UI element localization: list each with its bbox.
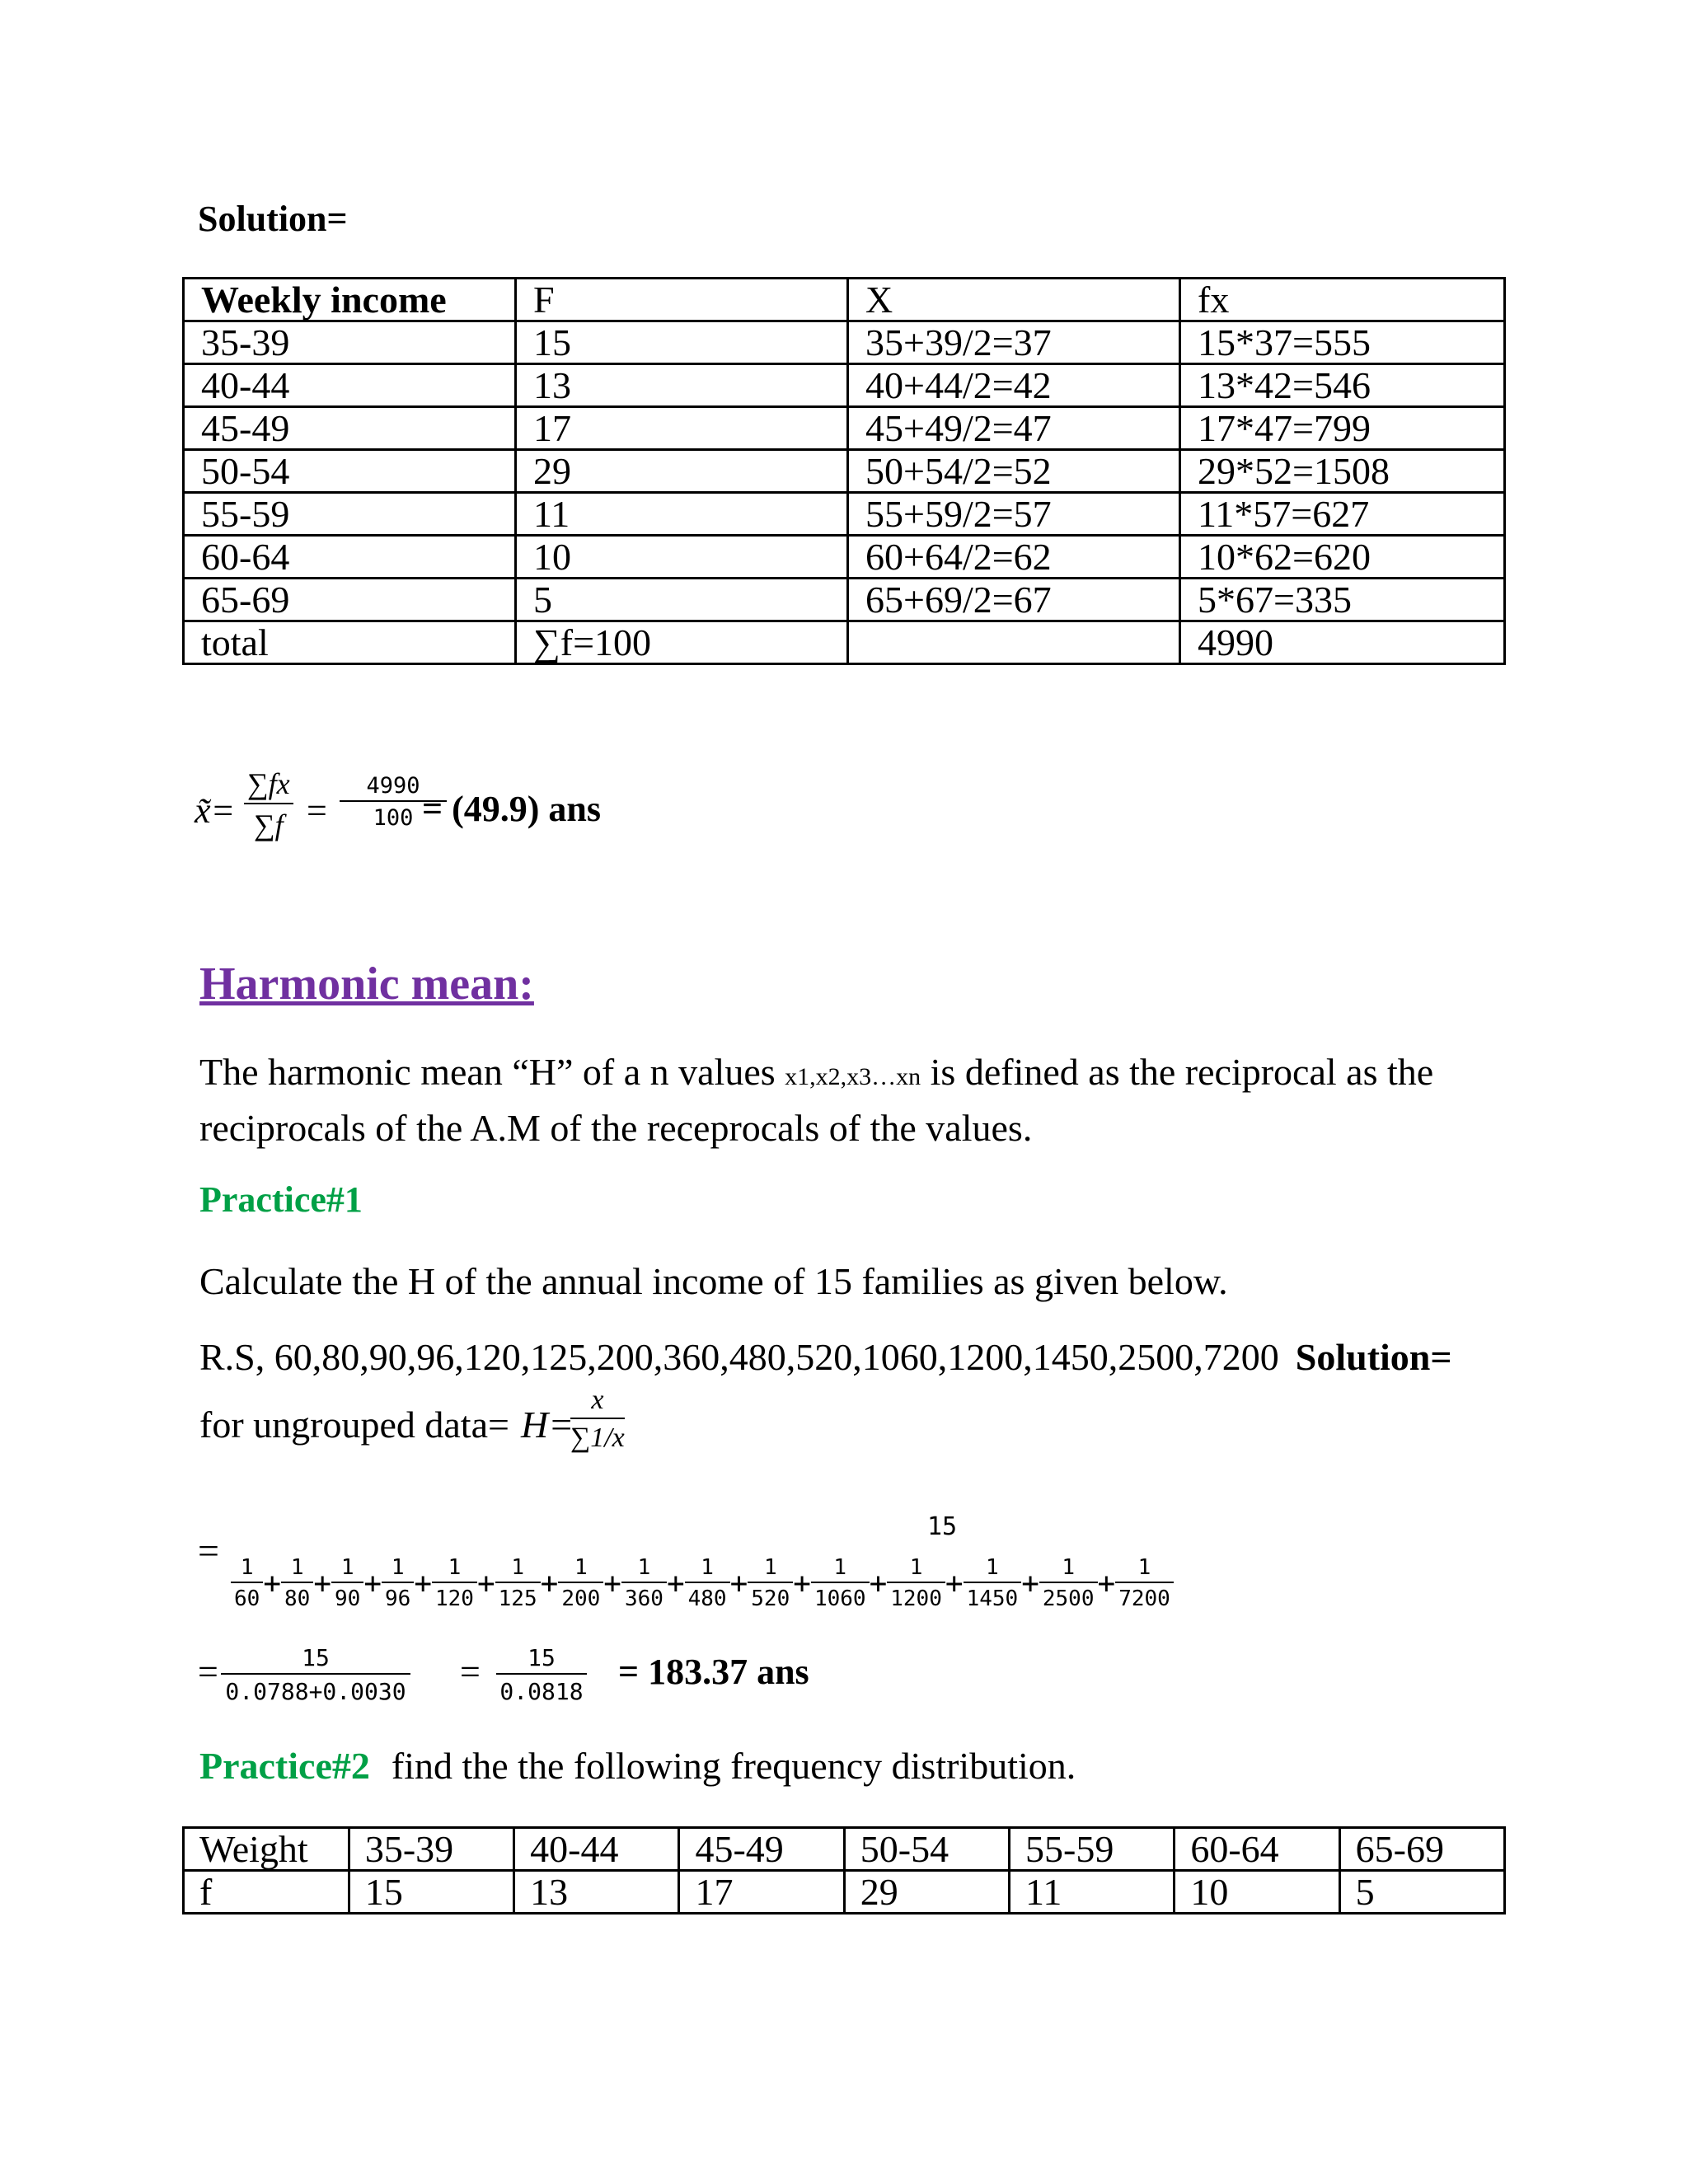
table-cell: 60-64: [1175, 1828, 1339, 1871]
term-numerator: 1: [281, 1554, 313, 1583]
term-denominator: 120: [435, 1586, 474, 1611]
mean-value-denominator: 100: [373, 805, 414, 831]
table-cell: 15: [349, 1871, 513, 1914]
ungrouped-label: for ungrouped data=: [199, 1404, 509, 1446]
table-cell: Weekly income: [184, 279, 516, 321]
table-cell: 4990: [1180, 621, 1505, 664]
term-numerator: 1: [685, 1554, 730, 1583]
term-denominator: 2500: [1042, 1586, 1095, 1611]
table-cell: 11: [1010, 1871, 1175, 1914]
mean-eq: =: [307, 790, 327, 831]
mean-lhs: x̃=: [195, 790, 236, 831]
term-denominator: 520: [751, 1586, 790, 1611]
plus-sign: +: [729, 1567, 748, 1601]
plus-sign: +: [313, 1567, 331, 1601]
table-cell: 17: [516, 407, 848, 450]
definition-values: x1,x2,x3…xn: [785, 1063, 921, 1090]
term-denominator: 1450: [966, 1586, 1019, 1611]
table-cell: 45+49/2=47: [848, 407, 1180, 450]
term-denominator: 200: [561, 1586, 601, 1611]
reciprocal-term: [887, 1554, 945, 1615]
table-cell: 65-69: [1339, 1828, 1504, 1871]
table-cell: 65+69/2=67: [848, 579, 1180, 621]
table-cell: 11: [516, 493, 848, 536]
table-row: [184, 450, 1505, 493]
plus-sign: +: [476, 1567, 495, 1601]
rs-values: R.S, 60,80,90,96,120,125,200,360,480,520,1060,1200,1450,2500,7200: [199, 1336, 1279, 1378]
term-denominator: 125: [498, 1586, 537, 1611]
table-cell: 17*47=799: [1180, 407, 1505, 450]
table-cell: 5: [516, 579, 848, 621]
plus-sign: +: [363, 1567, 382, 1601]
harmonic-long-fraction: [198, 1512, 1286, 1619]
income-table: [182, 277, 1506, 665]
long-eq: =: [198, 1530, 219, 1572]
long-numerator: 15: [927, 1512, 958, 1541]
term-numerator: 1: [748, 1554, 793, 1583]
table-cell: 29: [516, 450, 848, 493]
weight-table-row: [184, 1871, 1505, 1914]
table-cell: 10*62=620: [1180, 536, 1505, 579]
solution-heading: Solution=: [198, 199, 348, 239]
table-cell: 15: [516, 321, 848, 364]
term-denominator: 96: [385, 1586, 411, 1611]
table-cell: 13*42=546: [1180, 364, 1505, 407]
step1-numerator: 15: [221, 1644, 410, 1675]
weight-table: [182, 1826, 1506, 1915]
table-cell: Weight: [184, 1828, 349, 1871]
step2-fraction: [496, 1644, 587, 1705]
table-cell: 65-69: [184, 579, 516, 621]
step1-fraction: [221, 1644, 410, 1705]
mean-fraction: [244, 766, 293, 842]
table-cell: 45-49: [679, 1828, 844, 1871]
table-cell: 50-54: [844, 1828, 1009, 1871]
solution-label: Solution=: [1295, 1336, 1452, 1378]
term-numerator: 1: [1039, 1554, 1098, 1583]
reciprocal-term: [685, 1554, 730, 1615]
harmonic-result: [618, 1651, 809, 1693]
reciprocal-term: [382, 1554, 414, 1615]
step2-numerator: 15: [496, 1644, 587, 1675]
table-cell: 40+44/2=42: [848, 364, 1180, 407]
definition-part2: is defined as the reciprocal as the reciprocals of the A.M of the receprocals of the values.: [199, 1051, 1434, 1149]
table-row: [184, 321, 1505, 364]
reciprocal-terms: [231, 1554, 1174, 1615]
table-cell: F: [516, 279, 848, 321]
reciprocal-term: [432, 1554, 477, 1615]
table-cell: 40-44: [184, 364, 516, 407]
mean-value-numerator: 4990: [340, 773, 447, 802]
mean-denominator: ∑f: [253, 808, 284, 841]
table-cell: fx: [1180, 279, 1505, 321]
term-denominator: 60: [234, 1586, 260, 1611]
table-cell: 55-59: [184, 493, 516, 536]
term-numerator: 1: [887, 1554, 945, 1583]
table-row: [184, 364, 1505, 407]
table-cell: 55+59/2=57: [848, 493, 1180, 536]
term-numerator: 1: [811, 1554, 870, 1583]
table-cell: 13: [516, 364, 848, 407]
table-cell: 29: [844, 1871, 1009, 1914]
reciprocal-term: [1039, 1554, 1098, 1615]
reciprocal-term: [621, 1554, 667, 1615]
practice2-text: find the the following frequency distribution.: [391, 1745, 1076, 1787]
term-numerator: 1: [1115, 1554, 1174, 1583]
plus-sign: +: [1021, 1567, 1039, 1601]
reciprocal-term: [811, 1554, 870, 1615]
ungrouped-denominator: ∑1/x: [570, 1422, 625, 1453]
practice2-line: [199, 1744, 1076, 1788]
reciprocal-term: [231, 1554, 263, 1615]
table-cell: 50-54: [184, 450, 516, 493]
step2-denominator: 0.0818: [499, 1678, 584, 1705]
definition-part1: The harmonic mean “H” of a n values: [199, 1051, 785, 1093]
table-cell: 17: [679, 1871, 844, 1914]
table-row: [184, 536, 1505, 579]
plus-sign: +: [869, 1567, 888, 1601]
plus-sign: +: [263, 1567, 281, 1601]
harmonic-mean-title: Harmonic mean:: [199, 958, 534, 1010]
term-denominator: 1060: [814, 1586, 866, 1611]
term-numerator: 1: [621, 1554, 667, 1583]
term-numerator: 1: [964, 1554, 1022, 1583]
table-total-row: [184, 621, 1505, 664]
table-cell: 5: [1339, 1871, 1504, 1914]
plus-sign: +: [540, 1567, 559, 1601]
table-cell: 35-39: [349, 1828, 513, 1871]
table-cell: f: [184, 1871, 349, 1914]
reciprocal-term: [558, 1554, 603, 1615]
table-row: [184, 493, 1505, 536]
table-cell: 10: [1175, 1871, 1339, 1914]
table-cell: 35+39/2=37: [848, 321, 1180, 364]
term-numerator: 1: [331, 1554, 363, 1583]
table-cell: ∑f=100: [516, 621, 848, 664]
table-cell: 5*67=335: [1180, 579, 1505, 621]
term-numerator: 1: [558, 1554, 603, 1583]
table-cell: 15*37=555: [1180, 321, 1505, 364]
result-line: [198, 1644, 1022, 1718]
plus-sign: +: [1097, 1567, 1116, 1601]
harmonic-mean-definition: [199, 1047, 1485, 1154]
step-eq-2: =: [460, 1652, 481, 1692]
table-cell: [848, 621, 1180, 664]
weight-table-row: [184, 1828, 1505, 1871]
table-cell: 40-44: [514, 1828, 679, 1871]
ungrouped-numerator: x: [570, 1385, 625, 1419]
reciprocal-term: [281, 1554, 313, 1615]
practice2-label: Practice#2: [199, 1745, 370, 1787]
mean-numerator: ∑fx: [244, 766, 293, 804]
term-numerator: 1: [495, 1554, 541, 1583]
reciprocal-term: [495, 1554, 541, 1615]
table-cell: 50+54/2=52: [848, 450, 1180, 493]
reciprocal-term: [331, 1554, 363, 1615]
term-denominator: 90: [335, 1586, 361, 1611]
table-cell: 10: [516, 536, 848, 579]
mean-result: = (49.9) ans: [422, 789, 601, 829]
harmonic-result-value: = 183.37 ans: [618, 1652, 809, 1692]
table-cell: total: [184, 621, 516, 664]
calculate-instruction: Calculate the H of the annual income of 15 families as given below.: [199, 1260, 1228, 1302]
plus-sign: +: [666, 1567, 685, 1601]
term-denominator: 480: [687, 1586, 727, 1611]
table-cell: 60-64: [184, 536, 516, 579]
reciprocal-term: [748, 1554, 793, 1615]
step1-denominator: 0.0788+0.0030: [225, 1678, 406, 1705]
term-denominator: 7200: [1118, 1586, 1170, 1611]
term-denominator: 360: [624, 1586, 663, 1611]
table-cell: 60+64/2=62: [848, 536, 1180, 579]
term-denominator: 1200: [890, 1586, 942, 1611]
plus-sign: +: [945, 1567, 964, 1601]
table-header-row: [184, 279, 1505, 321]
term-numerator: 1: [432, 1554, 477, 1583]
plus-sign: +: [603, 1567, 621, 1601]
table-row: [184, 407, 1505, 450]
term-denominator: 80: [284, 1586, 311, 1611]
step-eq-1: =: [198, 1652, 218, 1692]
table-cell: 45-49: [184, 407, 516, 450]
reciprocal-term: [964, 1554, 1022, 1615]
rs-values-line: [199, 1335, 1452, 1379]
practice1-label: Practice#1: [199, 1179, 363, 1220]
term-numerator: 1: [382, 1554, 414, 1583]
table-cell: X: [848, 279, 1180, 321]
plus-sign: +: [414, 1567, 432, 1601]
table-cell: 11*57=627: [1180, 493, 1505, 536]
reciprocal-term: [1115, 1554, 1174, 1615]
term-numerator: 1: [231, 1554, 263, 1583]
table-cell: 55-59: [1010, 1828, 1175, 1871]
table-row: [184, 579, 1505, 621]
plus-sign: +: [793, 1567, 811, 1601]
table-cell: 13: [514, 1871, 679, 1914]
table-cell: 35-39: [184, 321, 516, 364]
ungrouped-h: H=: [521, 1404, 574, 1446]
ungrouped-fraction: [570, 1385, 625, 1454]
table-cell: 29*52=1508: [1180, 450, 1505, 493]
